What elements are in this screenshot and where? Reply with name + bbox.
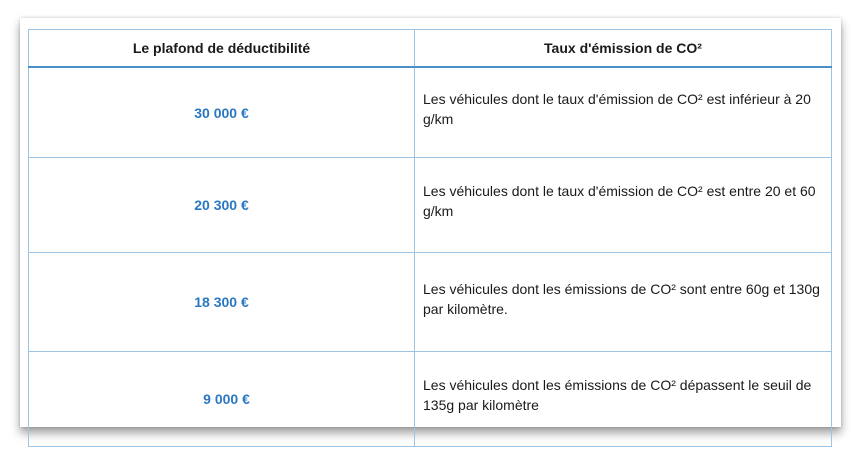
header-emission-rate: Taux d'émission de CO²	[415, 30, 832, 68]
table-body	[29, 67, 832, 447]
table-header	[29, 30, 832, 68]
table-row	[29, 158, 832, 253]
emission-description: Les véhicules dont le taux d'émission de CO² est entre 20 et 60 g/km	[415, 158, 832, 253]
ceiling-amount: 9 000 €	[29, 352, 415, 447]
header-row	[29, 30, 832, 68]
header-ceiling: Le plafond de déductibilité	[29, 30, 415, 68]
ceiling-amount: 30 000 €	[29, 67, 415, 158]
table-card	[20, 18, 841, 427]
table-row	[29, 253, 832, 352]
emission-description: Les véhicules dont les émissions de CO² sont entre 60g et 130g par kilomètre.	[415, 253, 832, 352]
ceiling-amount: 18 300 €	[29, 253, 415, 352]
table-row	[29, 67, 832, 158]
emission-description: Les véhicules dont le taux d'émission de CO² est inférieur à 20 g/km	[415, 67, 832, 158]
emission-description: Les véhicules dont les émissions de CO² dépassent le seuil de 135g par kilomètre	[415, 352, 832, 447]
deductibility-table	[28, 29, 832, 447]
table-row	[29, 352, 832, 447]
ceiling-amount: 20 300 €	[29, 158, 415, 253]
